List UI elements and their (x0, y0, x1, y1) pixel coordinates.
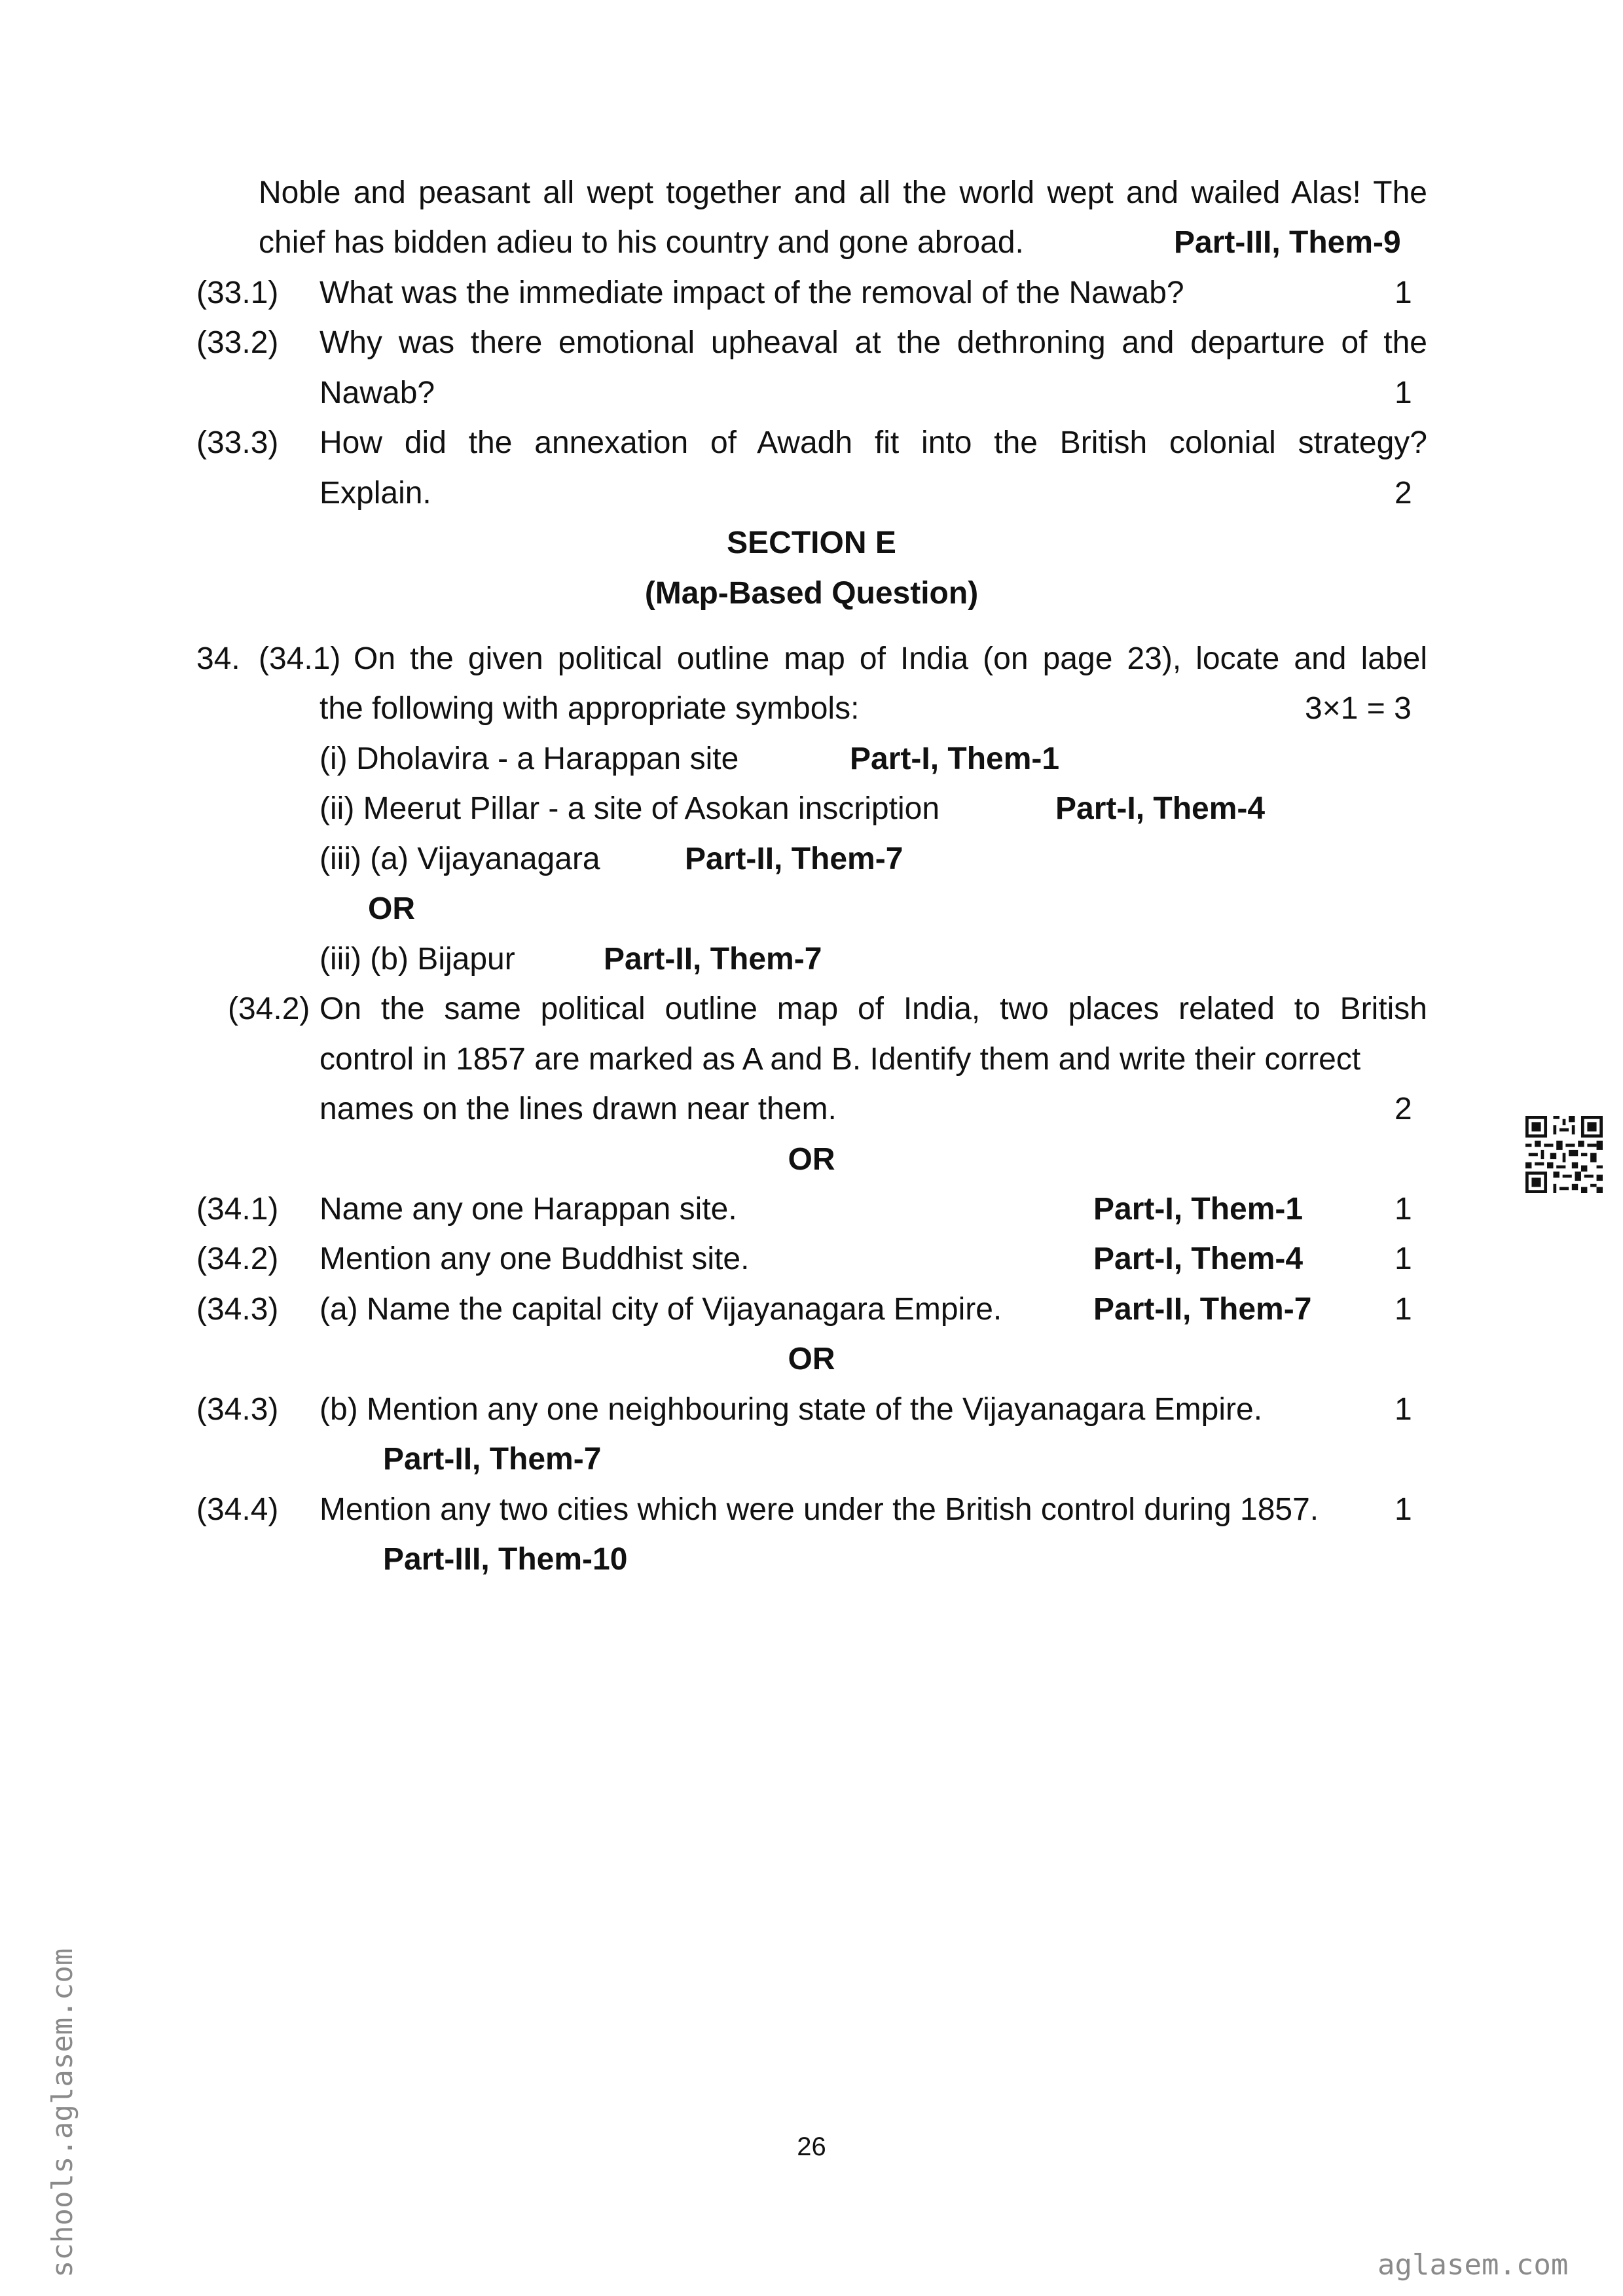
watermark-side: schools.aglasem.com (46, 1948, 79, 2278)
qr-code-icon (1525, 1116, 1603, 1193)
question-number: (34.3) (196, 1292, 279, 1327)
question-number: (34.4) (196, 1492, 279, 1527)
subquestion-number: (34.1) (259, 641, 341, 676)
question-marks: 1 (1395, 1192, 1412, 1227)
question-text: Name any one Harappan site. (319, 1192, 737, 1227)
question-marks: 1 (1395, 1392, 1412, 1427)
option-reference: Part-II, Them-7 (604, 942, 822, 977)
question-marks: 1 (1395, 376, 1412, 410)
question-reference: Part-II, Them-7 (383, 1442, 602, 1477)
question-text: Why was there emotional upheaval at the dethroning and departure of the (319, 325, 1427, 360)
question-text-continued: the following with appropriate symbols: (319, 691, 860, 726)
question-marks: 1 (1395, 1492, 1412, 1527)
question-reference: Part-II, Them-7 (1093, 1292, 1312, 1327)
option-text: (iii) (b) Bijapur (319, 942, 515, 977)
question-text-continued: Explain. (319, 476, 431, 511)
option-text: (iii) (a) Vijayanagara (319, 842, 600, 876)
question-number: (34.1) (196, 1192, 279, 1227)
question-text: On the given political outline map of India (on page 23), locate and label (354, 641, 1427, 676)
passage-reference: Part-III, Them-9 (1174, 225, 1401, 260)
question-marks: 1 (1395, 1242, 1412, 1276)
option-reference: Part-I, Them-1 (850, 742, 1060, 776)
question-text: How did the annexation of Awadh fit into the British colonial strategy? (319, 425, 1427, 460)
question-marks: 2 (1395, 1092, 1412, 1126)
question-text: Mention any two cities which were under the British control during 1857. (319, 1492, 1319, 1527)
question-number: (33.3) (196, 425, 279, 460)
subquestion-number: (34.2) (228, 992, 310, 1026)
question-text: On the same political outline map of India, two places related to British (319, 992, 1427, 1026)
option-reference: Part-II, Them-7 (685, 842, 903, 876)
question-marks: 1 (1395, 1292, 1412, 1327)
question-reference: Part-I, Them-1 (1093, 1192, 1304, 1227)
option-text: (i) Dholavira - a Harappan site (319, 742, 739, 776)
inner-or-label: OR (368, 891, 415, 926)
question-marks: 2 (1395, 476, 1412, 511)
section-title: SECTION E (727, 526, 896, 560)
passage-line-1: Noble and peasant all wept together and all the world wept and wailed Alas! The (259, 175, 1427, 210)
watermark-corner: aglasem.com (1377, 2248, 1569, 2282)
section-subtitle: (Map-Based Question) (644, 576, 979, 611)
question-number: (34.3) (196, 1392, 279, 1427)
question-number: (33.2) (196, 325, 279, 360)
question-text-continued: Nawab? (319, 376, 435, 410)
question-marks: 3×1 = 3 (1305, 691, 1412, 726)
question-text: (b) Mention any one neighbouring state of the Vijayanagara Empire. (319, 1392, 1263, 1427)
passage-line-2: chief has bidden adieu to his country and gone abroad. (259, 225, 1024, 260)
or-label: OR (788, 1142, 835, 1177)
question-text: (a) Name the capital city of Vijayanagara Empire. (319, 1292, 1002, 1327)
question-text: What was the immediate impact of the removal of the Nawab? (319, 276, 1184, 310)
question-text-continued: names on the lines drawn near them. (319, 1092, 837, 1126)
question-text-continued: control in 1857 are marked as A and B. Identify them and write their correct (319, 1042, 1361, 1077)
page-number: 26 (797, 2132, 826, 2161)
question-reference: Part-III, Them-10 (383, 1542, 628, 1577)
option-reference: Part-I, Them-4 (1055, 791, 1266, 826)
question-number: (33.1) (196, 276, 279, 310)
or-label: OR (788, 1342, 835, 1376)
question-reference: Part-I, Them-4 (1093, 1242, 1304, 1276)
question-number: 34. (196, 641, 240, 676)
question-text: Mention any one Buddhist site. (319, 1242, 750, 1276)
option-text: (ii) Meerut Pillar - a site of Asokan inscription (319, 791, 940, 826)
question-marks: 1 (1395, 276, 1412, 310)
question-number: (34.2) (196, 1242, 279, 1276)
